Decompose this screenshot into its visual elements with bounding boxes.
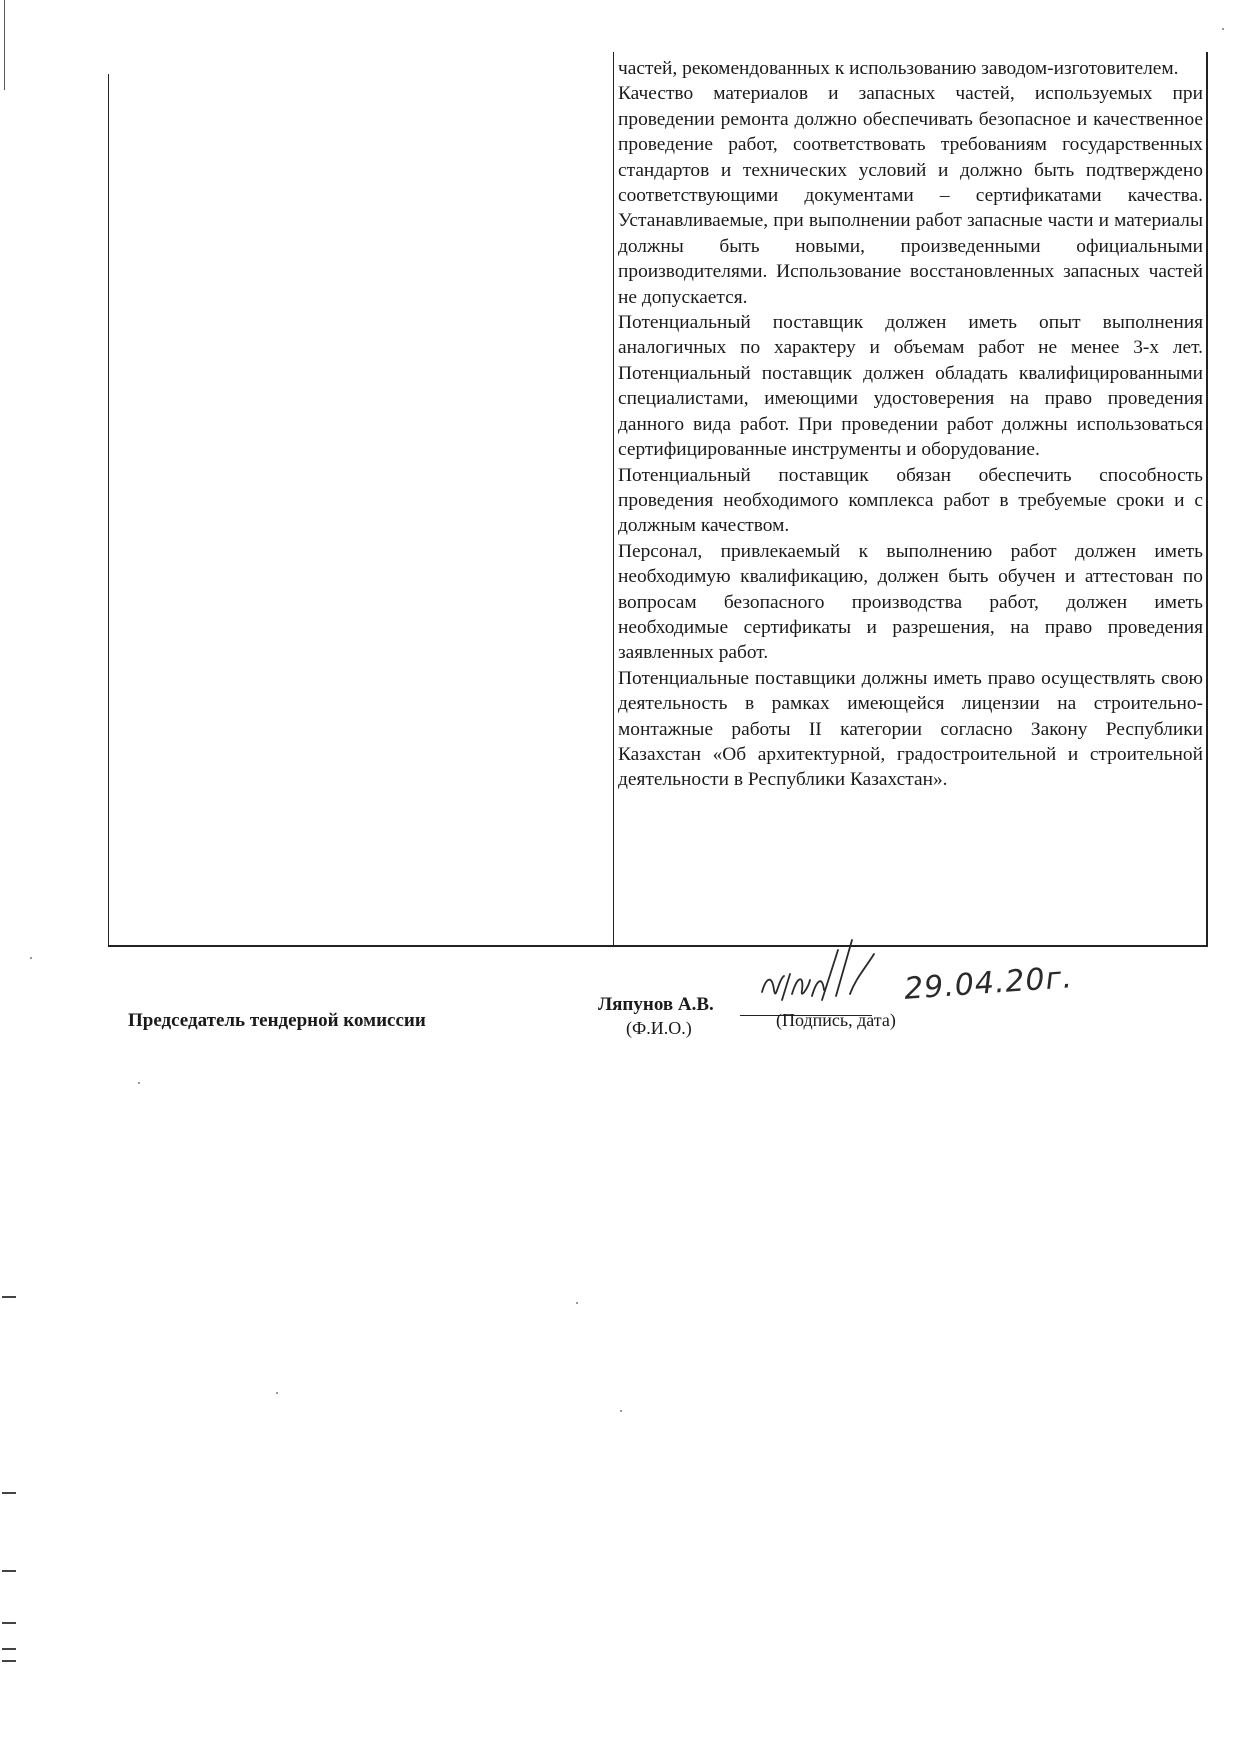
table-left-border — [108, 74, 109, 947]
paragraph: Потенциальный поставщик обязан обеспечить способность проведения необходимого комплекса работ в требуемые сроки и с должным качеством. — [618, 464, 1203, 537]
scan-edge-tick — [2, 1296, 16, 1298]
chair-name: Ляпунов А.В. — [598, 994, 714, 1015]
handwritten-date: 29.04.20г. — [902, 960, 1074, 1007]
scan-edge-tick — [2, 1570, 16, 1572]
scan-speck — [1222, 28, 1224, 30]
paragraph: частей, рекомендованных к использованию заводом-изготовителем. — [618, 58, 1179, 79]
scan-speck — [576, 1302, 578, 1304]
handwritten-signature — [752, 930, 902, 1020]
scan-speck — [138, 1082, 140, 1084]
scan-edge-line — [4, 0, 5, 90]
paragraph: Качество материалов и запасных частей, используемых при проведении ремонта должно обеспечивать безопасное и качественное проведение работ, соответствовать требованиям государственных стандартов и технических условий и должно быть подтверждено соответствующими документами – сертификатами качества. Устанавливаемые, при выполнении работ запасные части и материалы должны быть новыми, произведенными официальными производителями. Использование восстановленных запасных частей не допускается. — [618, 83, 1203, 308]
fio-caption: (Ф.И.О.) — [626, 1018, 692, 1038]
requirements-cell — [618, 56, 1203, 793]
paragraph: Персонал, привлекаемый к выполнению работ должен иметь необходимую квалификацию, должен быть обучен и аттестован по вопросам безопасного производства работ, должен иметь необходимые сертификаты и разрешения, на право проведения заявленных работ. — [618, 540, 1203, 664]
scan-edge-tick — [2, 1622, 16, 1624]
paragraph: Потенциальные поставщики должны иметь право осуществлять свою деятельность в рамках имеющейся лицензии на строительно-монтажные работы II категории согласно Закону Республики Казахстан «Об архитектурной, градостроительной и строительной деятельности в Республики Казахстан». — [618, 667, 1203, 791]
signature-caption: (Подпись, дата) — [776, 1010, 896, 1030]
scan-speck — [620, 1410, 622, 1412]
table-column-divider — [613, 52, 614, 947]
scan-edge-tick — [2, 1660, 16, 1662]
scan-edge-tick — [2, 1492, 16, 1494]
scan-speck — [276, 1392, 278, 1394]
paragraph: Потенциальный поставщик должен иметь опыт выполнения аналогичных по характеру и объемам работ не менее 3-х лет. Потенциальный поставщик должен обладать квалифицированными специалистами, имеющими удостоверения на право проведения данного вида работ. При проведении работ должны использоваться сертифицированные инструменты и оборудование. — [618, 312, 1203, 461]
scan-speck — [30, 957, 32, 959]
chair-title: Председатель тендерной комиссии — [128, 1010, 426, 1031]
scan-edge-tick — [2, 1648, 16, 1650]
